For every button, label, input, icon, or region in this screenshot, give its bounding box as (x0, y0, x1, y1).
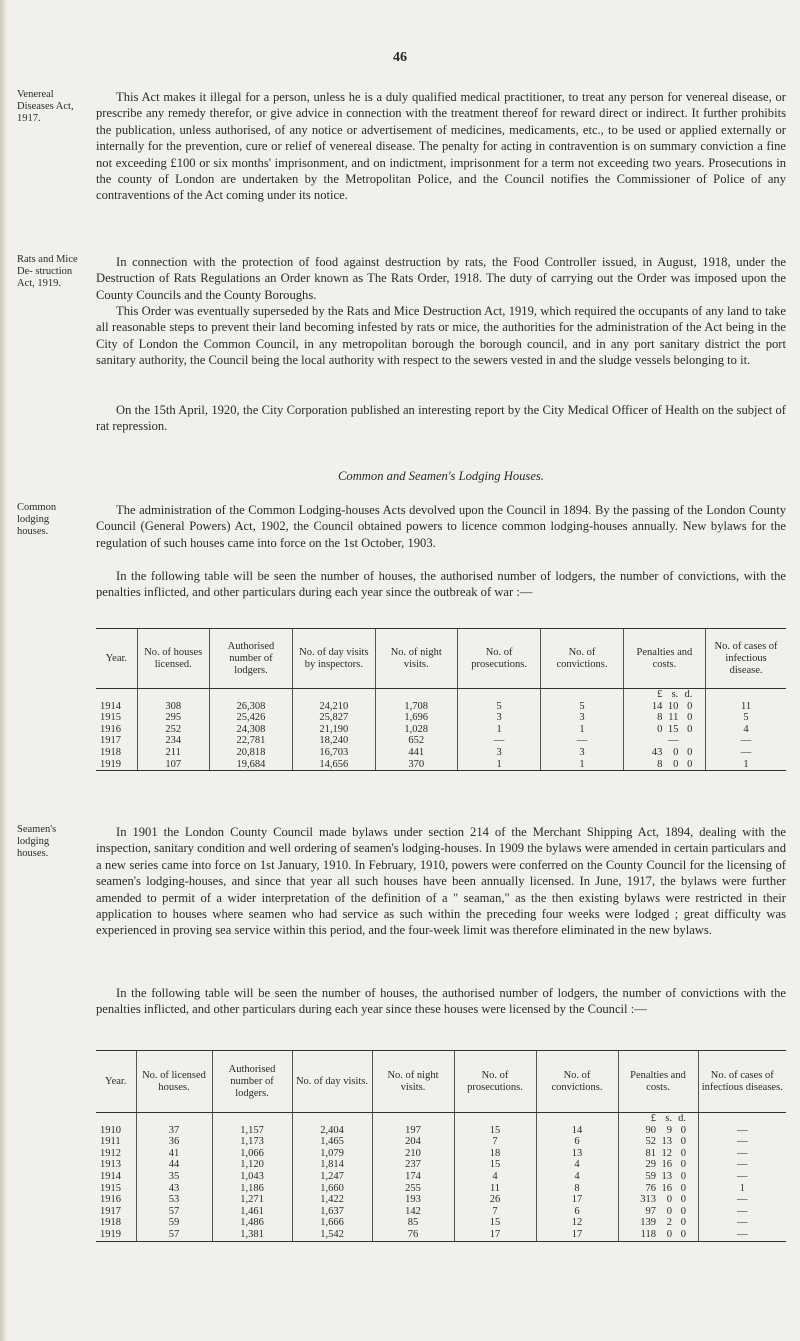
cell-convictions: 3 (541, 747, 623, 759)
cell-lodgers: 1,120 (212, 1159, 292, 1171)
table-row (96, 1217, 786, 1229)
cell-houses: 37 (136, 1125, 212, 1137)
column-header: Authorised number of lodgers. (212, 1051, 292, 1113)
cell-year: 1917 (100, 1205, 121, 1217)
penalty-shillings: 0 (673, 758, 679, 770)
cell-lodgers: 22,781 (209, 735, 292, 747)
cell-convictions: 17 (536, 1229, 618, 1241)
table-row (96, 1229, 786, 1241)
penalty-pounds: 8 (657, 712, 663, 724)
cell-lodgers: 1,461 (212, 1206, 292, 1218)
penalty-shillings: 12 (661, 1147, 672, 1159)
table-seamen-lodging (96, 1050, 786, 1242)
cell-day: 1,814 (292, 1159, 372, 1171)
cell-night: 1,028 (375, 724, 457, 736)
penalty-pounds: 118 (640, 1228, 656, 1240)
cell-convictions: 8 (536, 1183, 618, 1195)
cell-prosecutions: 17 (454, 1229, 536, 1241)
penalty-shillings: 16 (661, 1159, 672, 1171)
cell-year: 1916 (100, 723, 121, 735)
cell-day: 24,210 (293, 701, 375, 713)
cell-day: 1,637 (292, 1206, 372, 1218)
penalty-pounds: 14 (651, 700, 663, 712)
cell-lodgers: 25,426 (209, 712, 292, 724)
cell-night: 193 (372, 1194, 454, 1206)
column-header: No. of night visits. (372, 1051, 454, 1113)
paragraph-common-1: The administration of the Common Lodging-houses Acts devolved upon the Council in 1894. By the passing of the London County Council (General Powers) Act, 1902, the Council obtained powers to licence common lodging-houses annually. New bylaws for the regulation of such houses came into force on the 1st October, 1903. (96, 503, 786, 550)
cell-night: 142 (372, 1206, 454, 1218)
cell-day: 18,240 (293, 735, 375, 747)
cell-prosecutions: 7 (454, 1206, 536, 1218)
cell-prosecutions: 5 (457, 701, 540, 713)
table-row (96, 735, 786, 747)
cell-day: 21,190 (293, 724, 375, 736)
penalty-pounds: 8 (657, 758, 663, 770)
cell-convictions: 6 (536, 1206, 618, 1218)
penalty-shillings: 13 (661, 1136, 672, 1148)
cell-year: 1910 (100, 1124, 121, 1136)
penalty-pence: 0 (680, 1147, 686, 1159)
paragraph-rats-3: On the 15th April, 1920, the City Corporation published an interesting report by the City Medical Officer of Health on the subject of rat repression. (96, 403, 786, 434)
table-row (96, 1171, 786, 1183)
cell-prosecutions: 15 (454, 1159, 536, 1171)
cell-cases: 1 (706, 759, 786, 771)
cell-night: 237 (372, 1159, 454, 1171)
cell-penalties (623, 759, 705, 771)
currency-shillings: s. (665, 1113, 672, 1124)
currency-row (96, 689, 786, 701)
column-header: No. of day visits by inspectors. (293, 629, 375, 689)
cell-year: 1912 (100, 1147, 121, 1159)
cell-convictions: 13 (536, 1148, 618, 1160)
cell-houses: 211 (137, 747, 209, 759)
penalty-pounds: 29 (645, 1159, 656, 1171)
table-row (96, 1159, 786, 1171)
cell-day: 1,247 (292, 1171, 372, 1183)
penalty-pence: 0 (680, 1228, 686, 1240)
cell-lodgers: 1,271 (212, 1194, 292, 1206)
cell-day: 1,660 (292, 1183, 372, 1195)
cell-prosecutions: 7 (454, 1136, 536, 1148)
cell-day: 1,465 (292, 1136, 372, 1148)
cell-penalties (618, 1183, 698, 1195)
margin-note-rats: Rats and Mice De- struction Act, 1919. (17, 254, 78, 289)
cell-prosecutions: 26 (454, 1194, 536, 1206)
penalty-pounds: 59 (645, 1170, 656, 1182)
cell-night: 174 (372, 1171, 454, 1183)
cell-cases: 11 (706, 701, 786, 713)
cell-night: 255 (372, 1183, 454, 1195)
cell-year: 1915 (100, 1182, 121, 1194)
paragraph-common-2: In the following table will be seen the number of houses, the authorised number of lodgers, the number of convictions, with the penalties inflicted, and other particulars during each year since the outbreak of war :— (96, 569, 786, 600)
paragraph-seamen-2: In the following table will be seen the number of houses, the authorised number of lodgers, the number of convictions with the penalties inflicted, and other particulars during each year since these houses were licensed by the Council :— (96, 986, 786, 1017)
table-row (96, 712, 786, 724)
currency-row (96, 1113, 786, 1125)
cell-year: 1918 (100, 746, 121, 758)
cell-lodgers: 24,308 (209, 724, 292, 736)
cell-convictions: 12 (536, 1217, 618, 1229)
cell-year: 1917 (100, 735, 121, 747)
column-header: No. of licensed houses. (136, 1051, 212, 1113)
cell-penalties (623, 712, 705, 724)
penalty-pence: 0 (680, 1124, 686, 1136)
cell-lodgers: 1,381 (212, 1229, 292, 1241)
cell-prosecutions: — (457, 735, 540, 747)
cell-penalties (623, 701, 705, 713)
cell-houses: 252 (137, 724, 209, 736)
cell-year: 1914 (100, 700, 121, 712)
cell-prosecutions: 4 (454, 1171, 536, 1183)
cell-year: 1915 (100, 712, 121, 724)
cell-day: 25,827 (293, 712, 375, 724)
table-body (96, 1113, 786, 1242)
cell-convictions: 6 (536, 1136, 618, 1148)
column-header: No. of cases of infectious diseases. (698, 1051, 786, 1113)
cell-houses: 41 (136, 1148, 212, 1160)
table-row (96, 1136, 786, 1148)
cell-night: 1,708 (375, 701, 457, 713)
cell-year: 1911 (100, 1136, 121, 1148)
cell-cases: — (698, 1125, 786, 1137)
table-header-row (96, 629, 786, 689)
cell-cases: — (698, 1229, 786, 1241)
cell-penalties (618, 1148, 698, 1160)
cell-penalties (618, 1229, 698, 1241)
cell-cases: — (698, 1148, 786, 1160)
cell-convictions: 4 (536, 1171, 618, 1183)
table-row (96, 701, 786, 713)
cell-lodgers: 26,308 (209, 701, 292, 713)
cell-day: 16,703 (293, 747, 375, 759)
penalty-pence: 0 (687, 712, 693, 724)
cell-lodgers: 1,066 (212, 1148, 292, 1160)
cell-year: 1914 (100, 1170, 121, 1182)
table-row (96, 747, 786, 759)
paragraph-venereal: This Act makes it illegal for a person, unless he is a duly qualified medical practitioner, to treat any person for venereal disease, or prescribe any remedy therefor, or give advice in connection with the treatment thereof for reward direct or indirect. It further prohibits the publication, unless authorised, of any notice or advertisement of medicines, medicaments, etc., to be used or applied externally or internally for the prevention, cure or relief of venereal disease. The penalty for acting in contravention is on summary conviction a fine not exceeding £100 or six months' imprisonment, and on indictment, imprisonment for a term not exceeding two years. Prosecutions in the county of London are undertaken by the Metropolitan Police, and the Council notifies the Commissioner of Police of any contraventions of the Act coming under its notice. (96, 90, 786, 203)
cell-day: 1,079 (292, 1148, 372, 1160)
penalty-shillings: 13 (661, 1170, 672, 1182)
cell-cases: — (706, 735, 786, 747)
penalty-pence: 0 (687, 746, 693, 758)
column-header: No. of night visits. (375, 629, 457, 689)
cell-houses: 44 (136, 1159, 212, 1171)
page-number: 46 (393, 50, 407, 65)
cell-lodgers: 1,486 (212, 1217, 292, 1229)
table-row (96, 759, 786, 771)
cell-prosecutions: 3 (457, 712, 540, 724)
table-row (96, 1148, 786, 1160)
cell-day: 14,656 (293, 759, 375, 771)
cell-night: 652 (375, 735, 457, 747)
cell-prosecutions: 1 (457, 724, 540, 736)
cell-houses: 35 (136, 1171, 212, 1183)
cell-night: 85 (372, 1217, 454, 1229)
penalty-pence: 0 (687, 758, 693, 770)
cell-cases: — (698, 1171, 786, 1183)
cell-prosecutions: 15 (454, 1217, 536, 1229)
cell-convictions: 3 (541, 712, 623, 724)
cell-lodgers: 1,186 (212, 1183, 292, 1195)
penalty-shillings: 0 (673, 746, 679, 758)
column-header: Year. (96, 629, 137, 689)
penalty-pence: 0 (680, 1159, 686, 1171)
column-header: Penalties and costs. (623, 629, 705, 689)
column-header: No. of prosecutions. (457, 629, 540, 689)
penalty-pounds: 81 (645, 1147, 656, 1159)
cell-penalties (618, 1136, 698, 1148)
penalty-shillings: 15 (667, 723, 679, 735)
cell-night: 1,696 (375, 712, 457, 724)
cell-cases: 4 (706, 724, 786, 736)
penalty-pounds: 139 (640, 1217, 656, 1229)
currency-shillings: s. (671, 689, 679, 700)
cell-penalties (618, 1159, 698, 1171)
penalty-pence: 0 (680, 1182, 686, 1194)
currency-pence: d. (684, 689, 693, 700)
table-row (96, 1194, 786, 1206)
cell-penalties (618, 1194, 698, 1206)
penalty-pounds: 0 (657, 723, 663, 735)
cell-penalties (623, 724, 705, 736)
penalty-pounds: 90 (645, 1124, 656, 1136)
cell-night: 370 (375, 759, 457, 771)
table-header-row (96, 1051, 786, 1113)
column-header: Authorised number of lodgers. (209, 629, 292, 689)
table-row (96, 1183, 786, 1195)
cell-cases: — (698, 1206, 786, 1218)
cell-penalties (618, 1217, 698, 1229)
column-header: No. of cases of infectious disease. (706, 629, 786, 689)
cell-lodgers: 1,043 (212, 1171, 292, 1183)
penalty-pence: 0 (680, 1217, 686, 1229)
column-header: No. of houses licensed. (137, 629, 209, 689)
cell-cases: — (698, 1136, 786, 1148)
cell-convictions: 5 (541, 701, 623, 713)
cell-prosecutions: 11 (454, 1183, 536, 1195)
penalty-shillings: — (667, 735, 679, 747)
currency-pounds: £ (650, 1113, 656, 1124)
penalty-pounds: 76 (645, 1182, 656, 1194)
table-body (96, 689, 786, 771)
cell-night: 76 (372, 1229, 454, 1241)
cell-houses: 36 (136, 1136, 212, 1148)
cell-houses: 57 (136, 1229, 212, 1241)
cell-lodgers: 1,157 (212, 1125, 292, 1137)
penalty-pence: 0 (687, 723, 693, 735)
table-row (96, 724, 786, 736)
penalty-shillings: 0 (666, 1205, 672, 1217)
penalty-shillings: 16 (661, 1182, 672, 1194)
currency-pence: d. (678, 1113, 686, 1124)
cell-prosecutions: 3 (457, 747, 540, 759)
cell-prosecutions: 1 (457, 759, 540, 771)
column-header: Penalties and costs. (618, 1051, 698, 1113)
penalty-pounds: 313 (640, 1194, 656, 1206)
cell-night: 197 (372, 1125, 454, 1137)
cell-year: 1919 (96, 1229, 136, 1241)
cell-lodgers: 20,818 (209, 747, 292, 759)
cell-cases: — (698, 1159, 786, 1171)
column-header: No. of day visits. (292, 1051, 372, 1113)
paragraph-rats-2: This Order was eventually superseded by the Rats and Mice Destruction Act, 1919, which required the occupants of any land to take all reasonable steps to prevent their land becoming infested by rats or mice, the authorities for the administration of the Act being in the City of London the Common Council, in any metropolitan borough the borough council, and in any port sanitary district the port sanitary authority, the Council being the local authority with respect to the sewers vested in and the sludge vessels belonging to it. (96, 304, 786, 368)
table-row (96, 1125, 786, 1137)
column-header: Year. (96, 1051, 136, 1113)
paragraph-seamen-1: In 1901 the London County Council made bylaws under section 214 of the Merchant Shipping Act, 1894, dealing with the inspection, sanitary condition and well ordering of seamen's lodging-houses. In 1909 the bylaws were amended in certain particulars and a new series came into force on 1st January, 1910. In February, 1910, powers were conferred on the County Council for the licensing of seamen's lodging-houses, and since that year all such houses have been annually licensed. In June, 1917, the bylaws were further amended to permit of a wider interpretation of the definition of a " seaman," as the then existing bylaws were restricted in their application to houses where seamen who had service as such within the preceding four weeks were lodged ; great difficulty was experienced in proving sea service within this period, and the four-week limit was therefore eliminated in the new bylaws. (96, 825, 786, 938)
cell-night: 204 (372, 1136, 454, 1148)
penalty-shillings: 11 (668, 712, 679, 724)
cell-penalties (623, 735, 705, 747)
penalty-pence: 0 (687, 700, 693, 712)
cell-cases: 1 (698, 1183, 786, 1195)
penalty-pence: 0 (680, 1194, 686, 1206)
column-header: No. of prosecutions. (454, 1051, 536, 1113)
cell-lodgers: 19,684 (209, 759, 292, 771)
column-header: No. of convictions. (536, 1051, 618, 1113)
penalty-pounds: 43 (651, 746, 663, 758)
penalty-pence: 0 (680, 1136, 686, 1148)
cell-prosecutions: 18 (454, 1148, 536, 1160)
cell-day: 2,404 (292, 1125, 372, 1137)
cell-day: 1,666 (292, 1217, 372, 1229)
cell-cases: — (706, 747, 786, 759)
cell-night: 441 (375, 747, 457, 759)
cell-penalties (618, 1125, 698, 1137)
cell-year: 1918 (100, 1217, 121, 1229)
cell-cases: 5 (706, 712, 786, 724)
penalty-pence: 0 (680, 1170, 686, 1182)
cell-penalties (618, 1206, 698, 1218)
cell-prosecutions: 15 (454, 1125, 536, 1137)
cell-cases: — (698, 1194, 786, 1206)
cell-convictions: 17 (536, 1194, 618, 1206)
margin-note-venereal: Venereal Diseases Act, 1917. (17, 89, 74, 124)
cell-night: 210 (372, 1148, 454, 1160)
cell-year: 1919 (96, 759, 137, 771)
cell-convictions: 1 (541, 724, 623, 736)
cell-houses: 53 (136, 1194, 212, 1206)
penalty-pounds: 52 (645, 1136, 656, 1148)
cell-cases: — (698, 1217, 786, 1229)
cell-day: 1,422 (292, 1194, 372, 1206)
currency-pounds: £ (657, 689, 663, 700)
cell-year: 1916 (100, 1194, 121, 1206)
cell-penalties (623, 747, 705, 759)
page-binding-edge (0, 0, 6, 1341)
table-row (96, 1206, 786, 1218)
penalty-shillings: 2 (666, 1217, 672, 1229)
penalty-shillings: 0 (666, 1194, 672, 1206)
cell-penalties (618, 1171, 698, 1183)
paragraph-rats-1: In connection with the protection of food against destruction by rats, the Food Controller issued, in August, 1918, under the Destruction of Rats Regulations an Order known as The Rats Order, 1918. The duty of carrying out the Order was imposed upon the County Councils and the County Boroughs. (96, 255, 786, 302)
cell-day: 1,542 (292, 1229, 372, 1241)
cell-convictions: — (541, 735, 623, 747)
penalty-shillings: 0 (666, 1228, 672, 1240)
margin-note-common: Common lodging houses. (17, 502, 57, 537)
cell-lodgers: 1,173 (212, 1136, 292, 1148)
cell-houses: 308 (137, 701, 209, 713)
cell-houses: 234 (137, 735, 209, 747)
cell-houses: 107 (137, 759, 209, 771)
cell-houses: 57 (136, 1206, 212, 1218)
cell-convictions: 4 (536, 1159, 618, 1171)
column-header: No. of convictions. (541, 629, 623, 689)
table-common-lodging (96, 628, 786, 771)
cell-convictions: 1 (541, 759, 623, 771)
cell-year: 1913 (100, 1159, 121, 1171)
penalty-pounds: 97 (645, 1205, 656, 1217)
cell-convictions: 14 (536, 1125, 618, 1137)
section-heading-lodging: Common and Seamen's Lodging Houses. (338, 469, 544, 483)
cell-houses: 295 (137, 712, 209, 724)
penalty-pence: 0 (680, 1205, 686, 1217)
margin-note-seamen: Seamen's lodging houses. (17, 824, 57, 859)
penalty-shillings: 10 (667, 700, 679, 712)
penalty-shillings: 9 (666, 1124, 672, 1136)
cell-houses: 59 (136, 1217, 212, 1229)
cell-houses: 43 (136, 1183, 212, 1195)
